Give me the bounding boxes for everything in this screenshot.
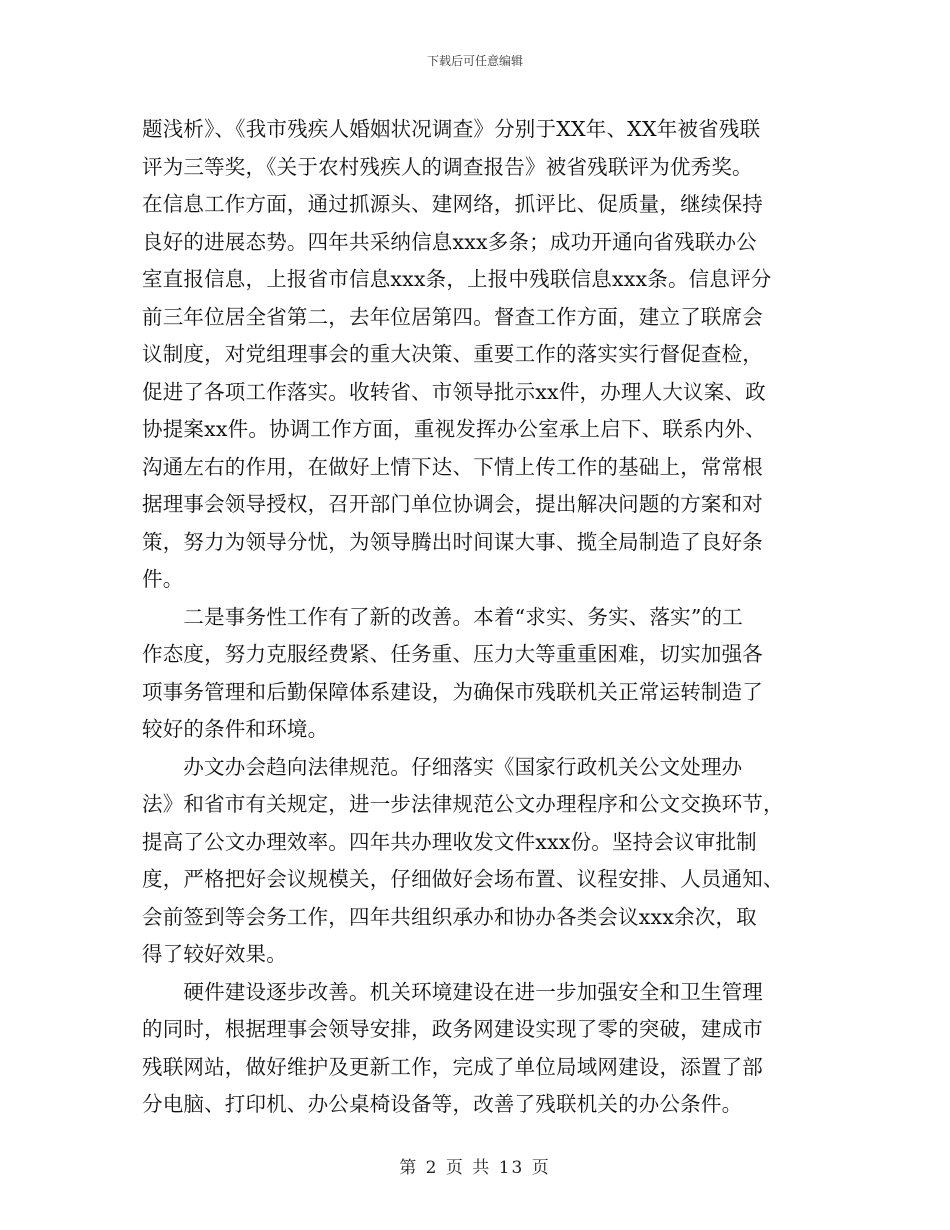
text-line: 协提案xx件。协调工作方面，重视发挥办公室承上启下、联系内外、 xyxy=(142,417,766,441)
text-line: 硬件建设逐步改善。机关环境建设在进一步加强安全和卫生管理 xyxy=(142,979,763,1004)
document-body xyxy=(142,111,810,1124)
text-line: 良好的进展态势。四年共采纳信息xxx多条；成功开通向省残联办公 xyxy=(142,229,757,254)
text-line: 提高了公文办理效率。四年共办理收发文件xxx份。坚持会议审批制 xyxy=(142,829,757,854)
text-line: 残联网站，做好维护及更新工作，完成了单位局域网建设，添置了部 xyxy=(142,1054,763,1079)
text-line: 办文办会趋向法律规范。仔细落实《国家行政机关公文处理办 xyxy=(142,754,743,779)
page-header: 下载后可任意编辑 xyxy=(426,54,523,68)
text-line: 得了较好效果。 xyxy=(142,942,287,966)
text-line: 分电脑、打印机、办公桌椅设备等，改善了残联机关的办公条件。 xyxy=(142,1092,743,1116)
text-line: 室直报信息，上报省市信息xxx条，上报中残联信息xxx条。信息评分 xyxy=(142,267,772,291)
text-line: 的同时，根据理事会领导安排，政务网建设实现了零的突破，建成市 xyxy=(142,1017,763,1041)
text-line: 在信息工作方面，通过抓源头、建网络，抓评比、促质量，继续保持 xyxy=(142,192,763,216)
text-line: 沟通左右的作用，在做好上情下达、下情上传工作的基础上，常常根 xyxy=(142,454,763,479)
text-line: 法》和省市有关规定，进一步法律规范公文办理程序和公文交换环节， xyxy=(142,792,784,816)
page-number-footer: 第 2 页 共 13 页 xyxy=(399,1158,551,1178)
text-line: 件。 xyxy=(142,567,184,591)
text-line: 作态度，努力克服经费紧、任务重、压力大等重重困难，切实加强各 xyxy=(142,642,763,666)
text-line: 较好的条件和环境。 xyxy=(142,717,329,741)
text-line: 项事务管理和后勤保障体系建设，为确保市残联机关正常运转制造了 xyxy=(142,679,763,704)
text-line: 议制度，对党组理事会的重大决策、重要工作的落实实行督促查检， xyxy=(142,342,763,366)
text-line: 策，努力为领导分忧，为领导腾出时间谋大事、揽全局制造了良好条 xyxy=(142,529,763,554)
text-line: 前三年位居全省第二，去年位居第四。督查工作方面，建立了联席会 xyxy=(142,304,763,329)
text-line: 评为三等奖，《关于农村残疾人的调查报告》被省残联评为优秀奖。 xyxy=(142,154,753,179)
paragraph xyxy=(142,974,810,1124)
text-line: 促进了各项工作落实。收转省、市领导批示xx件，办理人大议案、政 xyxy=(142,379,766,404)
paragraph xyxy=(142,749,810,974)
text-line: 题浅析》、《我市残疾人婚姻状况调查》分别于XX年、XX年被省残联 xyxy=(142,117,761,141)
text-line: 二是事务性工作有了新的改善。本着“求实、务实、落实”的工 xyxy=(142,604,743,629)
paragraph xyxy=(142,599,810,749)
text-line: 据理事会领导授权，召开部门单位协调会，提出解决问题的方案和对 xyxy=(142,492,763,516)
paragraph xyxy=(142,111,810,599)
text-line: 会前签到等会务工作，四年共组织承办和协办各类会议xxx余次，取 xyxy=(142,904,757,929)
text-line: 度，严格把好会议规模关，仔细做好会场布置、议程安排、人员通知、 xyxy=(142,867,784,891)
